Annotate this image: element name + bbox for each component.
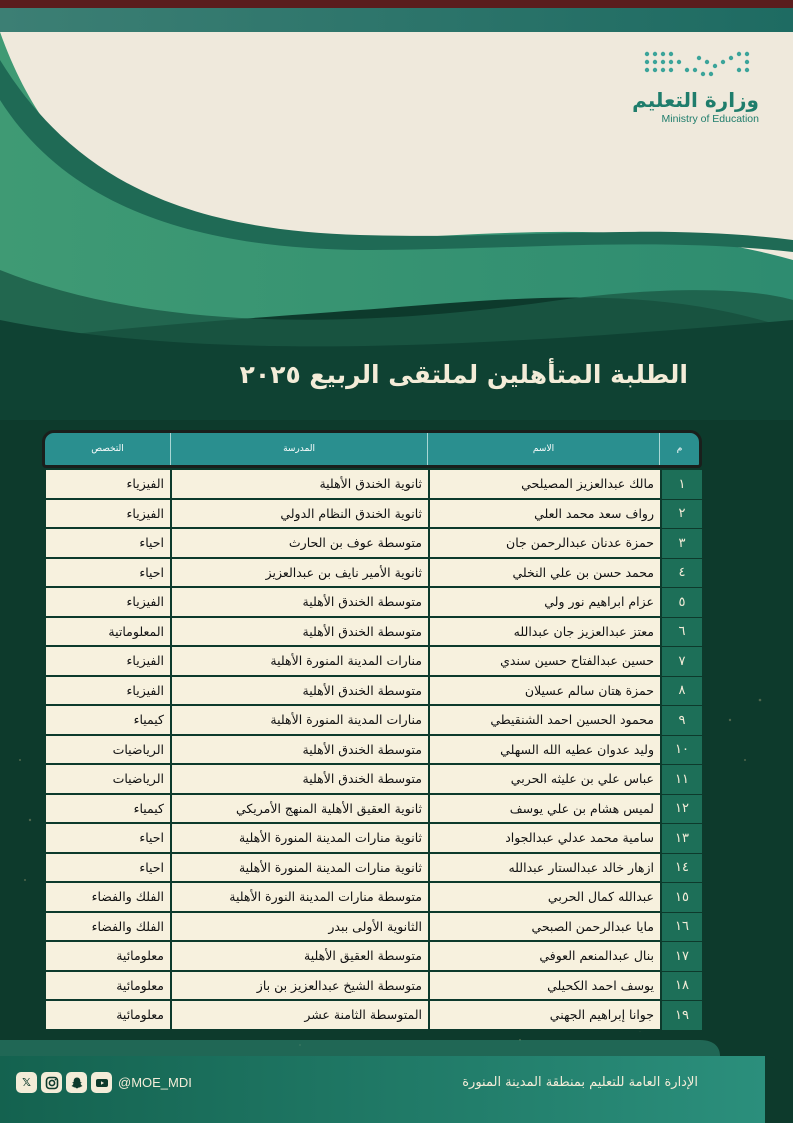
table-body [42, 470, 702, 1031]
row-number: ٧ [662, 647, 702, 677]
instagram-icon[interactable] [41, 1072, 62, 1093]
row-school: المتوسطة الثامنة عشر [172, 1001, 428, 1031]
youtube-icon[interactable] [91, 1072, 112, 1093]
table-row [42, 795, 702, 825]
snapchat-icon[interactable] [66, 1072, 87, 1093]
table-row [42, 1001, 702, 1031]
table-row [42, 854, 702, 884]
table-header [42, 430, 702, 468]
row-number: ٨ [662, 677, 702, 707]
row-school: ثانوية منارات المدينة المنورة الأهلية [172, 824, 428, 854]
table-row [42, 706, 702, 736]
table-row [42, 647, 702, 677]
row-specialization: الفيزياء [46, 677, 170, 707]
row-number: ٥ [662, 588, 702, 618]
logo-arabic-text: وزارة التعليم [632, 88, 759, 112]
row-number: ١٠ [662, 736, 702, 766]
row-name: لميس هشام بن علي يوسف [430, 795, 660, 825]
row-name: حمزة عدنان عبدالرحمن جان [430, 529, 660, 559]
row-school: متوسطة الشيخ عبدالعزيز بن باز [172, 972, 428, 1002]
page-title: الطلبة المتأهلين لملتقى الربيع ٢٠٢٥ [239, 360, 688, 389]
social-links [16, 1072, 192, 1093]
row-number: ٢ [662, 500, 702, 530]
row-school: ثانوية الخندق الأهلية [172, 470, 428, 500]
row-number: ١٤ [662, 854, 702, 884]
row-number: ٣ [662, 529, 702, 559]
row-name: رواف سعد محمد العلي [430, 500, 660, 530]
row-specialization: الفيزياء [46, 588, 170, 618]
row-specialization: معلومائية [46, 1001, 170, 1031]
row-specialization: كيمياء [46, 795, 170, 825]
row-specialization: المعلوماتية [46, 618, 170, 648]
row-number: ١١ [662, 765, 702, 795]
row-name: جوانا إبراهيم الجهني [430, 1001, 660, 1031]
row-specialization: الرياضيات [46, 736, 170, 766]
header-spec: التخصص [91, 444, 124, 454]
row-name: عزام ابراهيم نور ولي [430, 588, 660, 618]
row-specialization: معلومائية [46, 942, 170, 972]
row-number: ٤ [662, 559, 702, 589]
row-name: ازهار خالد عبدالستار عبدالله [430, 854, 660, 884]
row-number: ٩ [662, 706, 702, 736]
row-name: حمزة هتان سالم عسيلان [430, 677, 660, 707]
row-specialization: الفلك والفضاء [46, 913, 170, 943]
row-name: معتز عبدالعزيز جان عبدالله [430, 618, 660, 648]
row-specialization: الرياضيات [46, 765, 170, 795]
row-school: متوسطة منارات المدينة النورة الأهلية [172, 883, 428, 913]
row-number: ١٥ [662, 883, 702, 913]
row-specialization: احياء [46, 824, 170, 854]
row-specialization: احياء [46, 529, 170, 559]
table-row [42, 736, 702, 766]
header-name: الاسم [427, 433, 659, 465]
row-school: منارات المدينة المنورة الأهلية [172, 647, 428, 677]
table-row [42, 765, 702, 795]
row-number: ١٦ [662, 913, 702, 943]
logo-dots-icon [639, 48, 759, 84]
row-number: ١٧ [662, 942, 702, 972]
table-row [42, 824, 702, 854]
row-name: بنال عبدالمنعم العوفي [430, 942, 660, 972]
table-row [42, 470, 702, 500]
x-icon[interactable]: 𝕏 [16, 1072, 37, 1093]
row-number: ١٩ [662, 1001, 702, 1031]
row-school: متوسطة الخندق الأهلية [172, 618, 428, 648]
row-name: عباس علي بن عليثه الحربي [430, 765, 660, 795]
table-row [42, 529, 702, 559]
table-row [42, 677, 702, 707]
row-name: مايا عبدالرحمن الصبحي [430, 913, 660, 943]
row-specialization: كيمياء [46, 706, 170, 736]
row-number: ١ [662, 470, 702, 500]
row-school: متوسطة العقيق الأهلية [172, 942, 428, 972]
table-row [42, 559, 702, 589]
social-handle[interactable]: @MOE_MDI [118, 1075, 192, 1090]
row-number: ١٢ [662, 795, 702, 825]
table-row [42, 618, 702, 648]
row-name: حسين عبدالفتاح حسين سندي [430, 647, 660, 677]
row-specialization: احياء [46, 559, 170, 589]
table-row [42, 942, 702, 972]
row-school: منارات المدينة المنورة الأهلية [172, 706, 428, 736]
table-row [42, 500, 702, 530]
table-row [42, 883, 702, 913]
row-number: ٦ [662, 618, 702, 648]
table-row [42, 588, 702, 618]
ministry-logo [629, 48, 759, 126]
row-number: ١٨ [662, 972, 702, 1002]
row-name: محمد حسن بن علي النخلي [430, 559, 660, 589]
row-name: مالك عبدالعزيز المصيلحي [430, 470, 660, 500]
row-school: متوسطة الخندق الأهلية [172, 677, 428, 707]
row-school: ثانوية الخندق النظام الدولي [172, 500, 428, 530]
row-school: ثانوية الأمير نايف بن عبدالعزيز [172, 559, 428, 589]
row-specialization: الفيزياء [46, 500, 170, 530]
row-specialization: احياء [46, 854, 170, 884]
row-school: متوسطة عوف بن الحارث [172, 529, 428, 559]
row-school: ثانوية منارات المدينة المنورة الأهلية [172, 854, 428, 884]
row-name: محمود الحسين احمد الشنقيطي [430, 706, 660, 736]
row-specialization: الفلك والفضاء [46, 883, 170, 913]
row-school: متوسطة الخندق الأهلية [172, 765, 428, 795]
table-row [42, 972, 702, 1002]
logo-english-text: Ministry of Education [661, 113, 759, 125]
row-school: ثانوية العقيق الأهلية المنهج الأمريكي [172, 795, 428, 825]
students-table [42, 430, 702, 1031]
row-name: سامية محمد عدلي عبدالجواد [430, 824, 660, 854]
header-num: م [659, 433, 699, 465]
row-school: متوسطة الخندق الأهلية [172, 736, 428, 766]
row-school: الثانوية الأولى ببدر [172, 913, 428, 943]
row-specialization: الفيزياء [46, 647, 170, 677]
row-specialization: معلومائية [46, 972, 170, 1002]
row-school: متوسطة الخندق الأهلية [172, 588, 428, 618]
row-name: عبدالله كمال الحربي [430, 883, 660, 913]
header-school: المدرسة [170, 433, 427, 465]
row-name: يوسف احمد الكحيلي [430, 972, 660, 1002]
row-number: ١٣ [662, 824, 702, 854]
table-row [42, 913, 702, 943]
footer-department: الإدارة العامة للتعليم بمنطقة المدينة المنورة [462, 1075, 698, 1090]
row-name: وليد عدوان عطيه الله السهلي [430, 736, 660, 766]
row-specialization: الفيزياء [46, 470, 170, 500]
